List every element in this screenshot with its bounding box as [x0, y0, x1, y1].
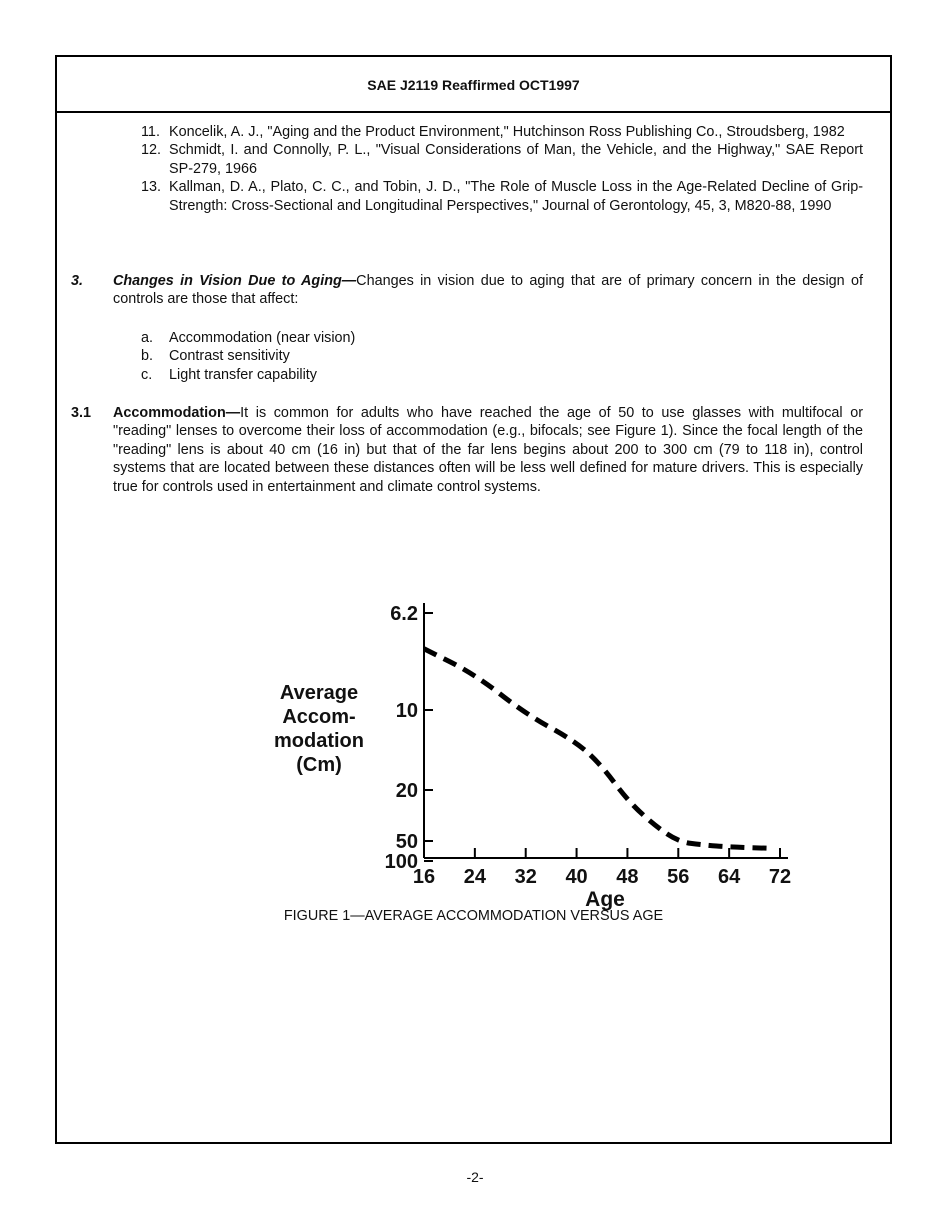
list-item	[57, 347, 863, 365]
series-group	[424, 649, 767, 849]
y-axis-label-line: Accom-	[282, 706, 356, 728]
x-tick-label: 72	[768, 866, 792, 888]
section-heading: Changes in Vision Due to Aging—	[113, 273, 357, 289]
list-text: Contrast sensitivity	[169, 348, 290, 365]
y-tick-label: 100	[384, 851, 418, 873]
x-tick-label: 16	[412, 866, 436, 888]
list-text: Light transfer capability	[169, 366, 317, 383]
reference-number: 13.	[141, 179, 162, 196]
list-label: b.	[141, 348, 154, 365]
section-3	[57, 272, 863, 309]
list-text: Accommodation (near vision)	[169, 330, 356, 346]
section-body: Changes in vision due to aging that are of primary concern in the design of controls are those that affect:	[113, 273, 863, 308]
reference-item	[57, 123, 890, 141]
list-label: a.	[141, 330, 154, 346]
reference-text: Koncelik, A. J., "Aging and the Product Environment," Hutchinson Ross Publishing Co., Stroudsberg, 1982	[169, 124, 845, 140]
section-paragraph	[57, 272, 863, 309]
section-3-1	[57, 404, 863, 496]
reference-item	[57, 141, 890, 178]
section-body: It is common for adults who have reached the age of 50 to use glasses with multifocal or "reading" lenses to overcome their loss of accommodation (e.g., bifocals; see Figure 1). Since the focal length of the "reading" lens is about 40 cm (16 in) but that of the far lens begins about 200 to 300 cm (79 to 118 in), control systems that are located between these distances often will be less well defined for mature drivers. This is especially true for controls used in entertainment and climate control systems.	[113, 405, 863, 495]
y-tick-label: 20	[395, 780, 418, 802]
list-item	[57, 329, 863, 347]
x-axis-label: Age	[585, 888, 625, 911]
list-item	[57, 366, 863, 384]
x-tick-label: 48	[616, 866, 639, 888]
page-frame	[55, 55, 892, 1144]
document-title: SAE J2119 Reaffirmed OCT1997	[367, 77, 580, 93]
reference-text: Schmidt, I. and Connolly, P. L., "Visual Considerations of Man, the Vehicle, and the Highway," SAE Report SP-279, 1966	[169, 142, 863, 177]
reference-number: 11.	[141, 124, 160, 140]
y-tick-label: 10	[395, 700, 418, 722]
x-tick-label: 56	[667, 866, 690, 888]
figure-caption: FIGURE 1—AVERAGE ACCOMMODATION VERSUS AGE	[283, 908, 664, 924]
y-axis-label-line: modation	[274, 730, 364, 752]
y-tick-label: 6.2	[390, 603, 418, 625]
reference-item	[57, 178, 890, 215]
section-number: 3.1	[71, 405, 92, 421]
accommodation-chart	[207, 537, 792, 911]
series-line	[424, 649, 767, 848]
section-paragraph	[57, 404, 863, 496]
reference-text: Kallman, D. A., Plato, C. C., and Tobin, J. D., "The Role of Muscle Loss in the Age-Related Decline of Grip-Strength: Cross-Sectional and Longitudinal Perspectives," Journal of Gerontology, 45, 3, M820-88, 1990	[169, 179, 863, 214]
y-axis-label-line: Average	[279, 682, 359, 704]
reference-number: 12.	[141, 142, 162, 159]
document-header	[57, 57, 890, 113]
section-heading: Accommodation—	[113, 405, 241, 421]
reference-list	[57, 123, 890, 215]
section-number: 3.	[71, 273, 84, 289]
x-tick-label: 40	[565, 866, 588, 888]
page-number: -2-	[466, 1169, 484, 1185]
x-tick-label: 64	[718, 866, 741, 888]
x-tick-label: 32	[514, 866, 537, 888]
list-label: c.	[141, 366, 153, 383]
y-tick-label: 50	[395, 831, 418, 853]
x-tick-label: 24	[463, 866, 486, 888]
y-axis-label-line: (Cm)	[296, 754, 342, 776]
affect-list	[57, 329, 863, 384]
